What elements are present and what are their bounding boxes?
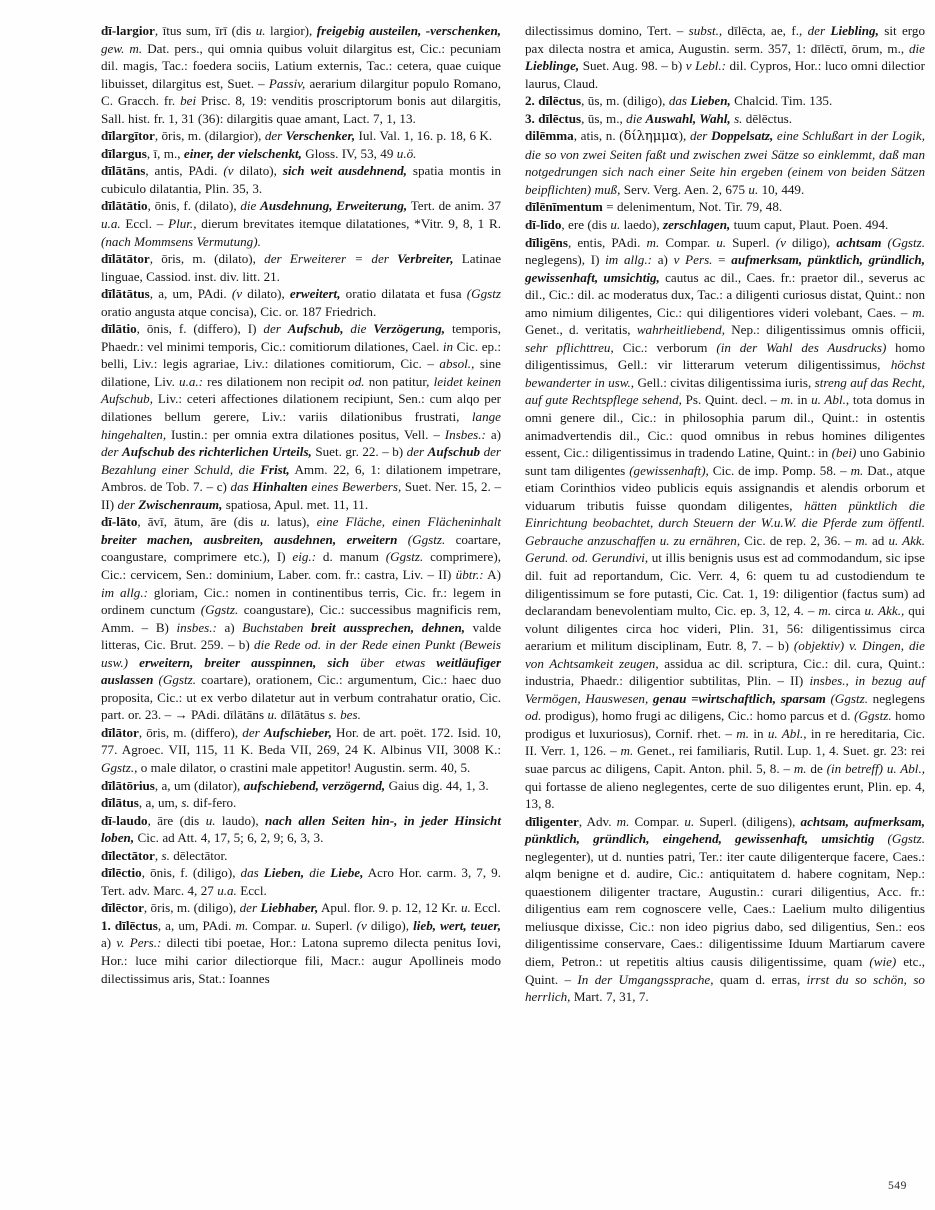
dictionary-entry: dīlātio, ōnis, f. (differo), I) der Aufschub, die Verzögerung, temporis, Phaedr.: vel minimi temporis, Cic.: comitiorum dilationes, Cael. in Cic. ep.: belli, Liv.: legis agrariae, Liv.: dilationes comitiorum, Cic. – absol., sine dilatione, Liv. u.a.: res dilationem non recipit od. non patitur, leidet keinen Aufschub, Liv.: ceteri affectiones dilationem recipiunt, Sen.: cum alqo per dilationes bellum gerere, Liv.: variis dilationibus frustrati, lange hingehalten, Iustin.: per omnia extra dilationes positus, Vell. – Insbes.: a) der Aufschub des richterlichen Urteils, Suet. gr. 22. – b) der Aufschub der Bezahlung einer Schuld, die Frist, Amm. 22, 6, 1: dilationem impetrare, Ambros. de Tob. 7. – c) das Hinhalten eines Bewerbers, Suet. Ner. 15, 2. – II) der Zwischenraum, spatiosa, Apul. met. 11, 11. [101,321,502,512]
dictionary-entry: dīlātātor, ōris, m. (dilato), der Erweiterer = der Verbreiter, Latinae linguae, Cassiod. inst. div. litt. 21. [101,251,502,284]
dictionary-entry: dīlātātio, ōnis, f. (dilato), die Ausdehnung, Erweiterung, Tert. de anim. 37 u.a. Eccl. – Plur., dierum brevitates itemque dilatationes, *Vitr. 9, 8, 1 R. (nach Mommsens Vermutung). [101,198,502,249]
dictionary-entry: dī-largior, ītus sum, īrī (dis u. largior), freigebig austeilen, -verschenken, gew. m. Dat. pers., qui omnia quibus voluit dilargitus est, Cic.: pecuniam dil. magis, Tac.: foedera sociis, Latium externis, Tac.: cetera, quae cuique libuisset, dilargitus est, Suet. – Passiv, aerarium dilargitur populo Romano, C. Gracch. fr. bei Prisc. 8, 19: venditis proscriptorum bonis aut dilargitis, Sall. hist. fr. 1, 31 (36): dilargitis quae amant, Lact. 7, 1, 13. [101,23,501,126]
dictionary-entry: dīlēnīmentum = delenimentum, Not. Tir. 79, 48. [525,199,783,215]
dictionary-entry: dī-laudo, āre (dis u. laudo), nach allen Seiten hin-, in jeder Hinsicht loben, Cic. ad Att. 4, 17, 5; 6, 2, 9; 6, 3, 3. [101,812,501,846]
dictionary-entry: dīlātāns, antis, PAdi. (v dilato), sich weit ausdehnend, spatia montis in cubiculo dilatantia, Plin. 35, 3. [101,163,502,196]
dictionary-entry: 1. dīlēctus, a, um, PAdi. m. Compar. u. Superl. (v diligo), lieb, wert, teuer, a) v. Pers.: dilecti tibi poetae, Hor.: Latona supremo dilecta penitus Iovi, Hor.: luce mihi carior dilectiorque fili, Macr.: augur Apollineis modo dilectissimus aris, Stat.: Ioannes [101,917,501,986]
dictionary-entry: 2. dīlēctus, ūs, m. (diligo), das Lieben, Chalcid. Tim. 135. [525,93,833,109]
dictionary-entry: dīlargus, ī, m., einer, der vielschenkt, Gloss. IV, 53, 49 u.ö. [101,145,417,161]
dictionary-entry: dīlēctio, ōnis, f. (diligo), das Lieben, die Liebe, Acro Hor. carm. 3, 7, 9. Tert. adv. Marc. 4, 27 u.a. Eccl. [101,865,502,898]
dictionary-entry: dī-lāto, āvī, ātum, āre (dis u. latus), eine Fläche, einen Flächeninhalt breiter machen, ausbreiten, ausdehnen, erweitern (Ggstz. coartare, coangustare, comprimere etc.), I) eig.: d. manum (Ggstz. comprimere), Cic.: cervicem, Sen.: dominium, Laber. com. fr.: castra, Liv. – II) übtr.: A) im allg.: gloriam, Cic.: nomen in continentibus terris, Cic. fr.: legem in ordinem cunctum (Ggstz. coangustare), Cic.: successibus magnificis rem, Amm. – B) insbes.: a) Buchstaben breit aussprechen, dehnen, valde litteras, Cic. Brut. 259. – b) die Rede od. in der Rede einen Punkt (Beweis usw.) erweitern, breiter ausspinnen, sich über etwas weitläufiger auslassen (Ggstz. coartare), orationem, Cic.: argumentum, Cic.: haec duo proposita, Cic.: ut ex verbo dilatetur aut in verbum contrahatur oratio, Cic. part. or. 23. – → PAdi. dīlātāns u. dīlātātus s. bes. [101,514,502,723]
dictionary-entry: dīlātus, a, um, s. dif-fero. [101,795,237,811]
page-columns [101,22,925,1006]
dictionary-entry: dilectissimus domino, Tert. – subst., dīlēcta, ae, f., der Liebling, sit ergo pax dilecta nostra et amica, Augustin. serm. 357, 1: dīlēctī, ōrum, m., die Lieblinge, Suet. Aug. 98. – b) v Lebl.: dil. Cypros, Hor.: luco omni dilectior laurus, Claud. [525,23,926,91]
right-column [525,22,925,1006]
page-number: 549 [887,1180,907,1192]
dictionary-entry: dīlēctor, ōris, m. (diligo), der Liebhaber, Apul. flor. 9. p. 12, 12 Kr. u. Eccl. [101,900,501,916]
dictionary-entry: dilēmma, atis, n. (δίλημμα), der Doppelsatz, eine Schlußart in der Logik, die so von zwei Seiten faßt und zwischen zwei Sätze so einklemmt, daß man notgedrungen sich nach einer Seite hin ergeben (einem von beiden Sätzen beipflichten) muß, Serv. Verg. Aen. 2, 675 u. 10, 449. [525,128,925,197]
dictionary-entry: dīlectātor, s. dēlectātor. [101,847,228,863]
left-column [101,22,501,1006]
dictionary-entry: 3. dīlēctus, ūs, m., die Auswahl, Wahl, s. dēlēctus. [525,110,792,126]
dictionary-entry: dīlātōrius, a, um (dilator), aufschiebend, verzögernd, Gaius dig. 44, 1, 3. [101,777,489,793]
dictionary-entry: dīlargītor, ōris, m. (dilargior), der Verschenker, Iul. Val. 1, 16. p. 18, 6 K. [101,128,493,144]
dictionary-entry: dīlātor, ōris, m. (differo), der Aufschieber, Hor. de art. poët. 172. Isid. 10, 77. Agroec. VII, 115, 11 K. Beda VII, 269, 24 K. Albinus VII, 3008 K.: Ggstz., o male dilator, o crastini male appetitor! Augustin. serm. 40, 5. [101,724,501,775]
dictionary-entry: dīlātātus, a, um, PAdi. (v dilato), erweitert, oratio dilatata et fusa (Ggstz oratio angusta atque concisa), Cic. or. 187 Friedrich. [101,286,501,319]
dictionary-entry: dīligēns, entis, PAdi. m. Compar. u. Superl. (v diligo), achtsam (Ggstz. neglegens), I) im allg.: a) v Pers. = aufmerksam, pünktlich, gründlich, gewissenhaft, umsichtig, cautus ac dil., Caes. fr.: praetor dil., severus ac dil., Cic.: dil. ac moderatus dux, Tac.: a diligenti curiosus distat, Quint.: non amo nimium diligentes, Cic.: qui diligentiores videri volebant, Caes. – m. Genet., d. veritatis, wahrheitliebend, Nep.: diligentissimus omnis officii, sehr pflichttreu, Cic.: verborum (in der Wahl des Ausdrucks) homo diligentissimus, Gell.: vir litterarum veterum diligentissimus, höchst bewanderter in usw., Gell.: civitas diligentissima iuris, streng auf das Recht, auf gute Rechtspflege sehend, Ps. Quint. decl. – m. in u. Abl., tota domus in omni genere dil., Cic.: in philosophia parum dil., Quint.: in ostentis animadvertendis dil., Cic.: quod omnibus in rebus homines diligentes essent, Cic.: diligentissimus in tradendo Latine, Quint.: in (bei) uno Gabinio sunt tam diligentes (gewissenhaft), Cic. de imp. Pomp. 58. – m. Dat., atque etiam Corinthios video publicis equis assignandis et alendis orborum et viduarum tributis fuisse quondam diligentes, hätten pünktlich die Einrichtung beobachtet, durch Steuern der W.u.W. die Pferde zum öffentl. Gebrauche anzuschaffen u. zu ernähren, Cic. de rep. 2, 36. – m. ad u. Akk. Gerund. od. Gerundivi, ut illis benignis usus est ad commodandum, sic ipse dil. fuit ad reportandum, Cic. Verr. 4, 6: quem tu ad custodiendum te diligentissimum se fore putasti, Cic. Cat. 1, 19: diligentior (factus sum) ad declarandam benevolentiam multo, Cic. ep. 3, 12, 4. – m. circa u. Akk., qui volunt diligentes circa hoc videri, Plin. 31, 56: diligentissimus circa aerarium et militum disciplinam, Eutr. 8, 7. – b) (objektiv) v. Dingen, die von Achtsamkeit zeugen, assidua ac dil. scriptura, Cic.: dil. cura, Quint.: industria, Phaedr.: diligentior subtilitas, Plin. – II) insbes., in bezug auf Vermögen, Hauswesen, genau =wirtschaftlich, sparsam (Ggstz. neglegens od. prodigus), homo frugi ac diligens, Cic.: homo parcus et d. (Ggstz. homo prodigus et luxuriosus), Cornif. rhet. – m. in u. Abl., in re hereditaria, Cic. II. Verr. 1, 126. – m. Genet., rei familiaris, Rutil. Lup. 1, 4. Suet. gr. 23: rei suae parcus ac diligens, Capit. Anton. phil. 5, 8. – m. de (in betreff) u. Abl., qui fortasse de alieno neglegentes, certe de suo diligentes erunt, Plin. ep. 4, 13, 8. [525,234,926,812]
dictionary-entry: dīligenter, Adv. m. Compar. u. Superl. (diligens), achtsam, aufmerksam, pünktlich, gründlich, eingehend, gewissenhaft, umsichtig (Ggstz. neglegenter), ut d. nunties patri, Ter.: iter caute diligenterque facere, Caes.: alqm benigne et d. audire, Cic.: antiquitatem d. habere cognitam, Nep.: quaestionem diligenter tractare, Augustin.: curari diligentius, Acc. fr.: diligentius eam rem cognoscere velle, Caes.: Laelium multo diligentius meliusque dixisse, Cic.: non ideo pigrius dabo, sed diligentius, Sen.: eos diligentissime conservare, Caes.: diligentissime Iduum Martiarum cavere diem, Petron.: ut repetitis altius causis diligentissime, quam (wie) etc., Quint. – In der Umgangssprache, quam d. erras, irrst du so schön, so herrlich, Mart. 7, 31, 7. [525,813,925,1005]
dictionary-entry: dī-līdo, ere (dis u. laedo), zerschlagen, tuum caput, Plaut. Poen. 494. [525,217,889,233]
